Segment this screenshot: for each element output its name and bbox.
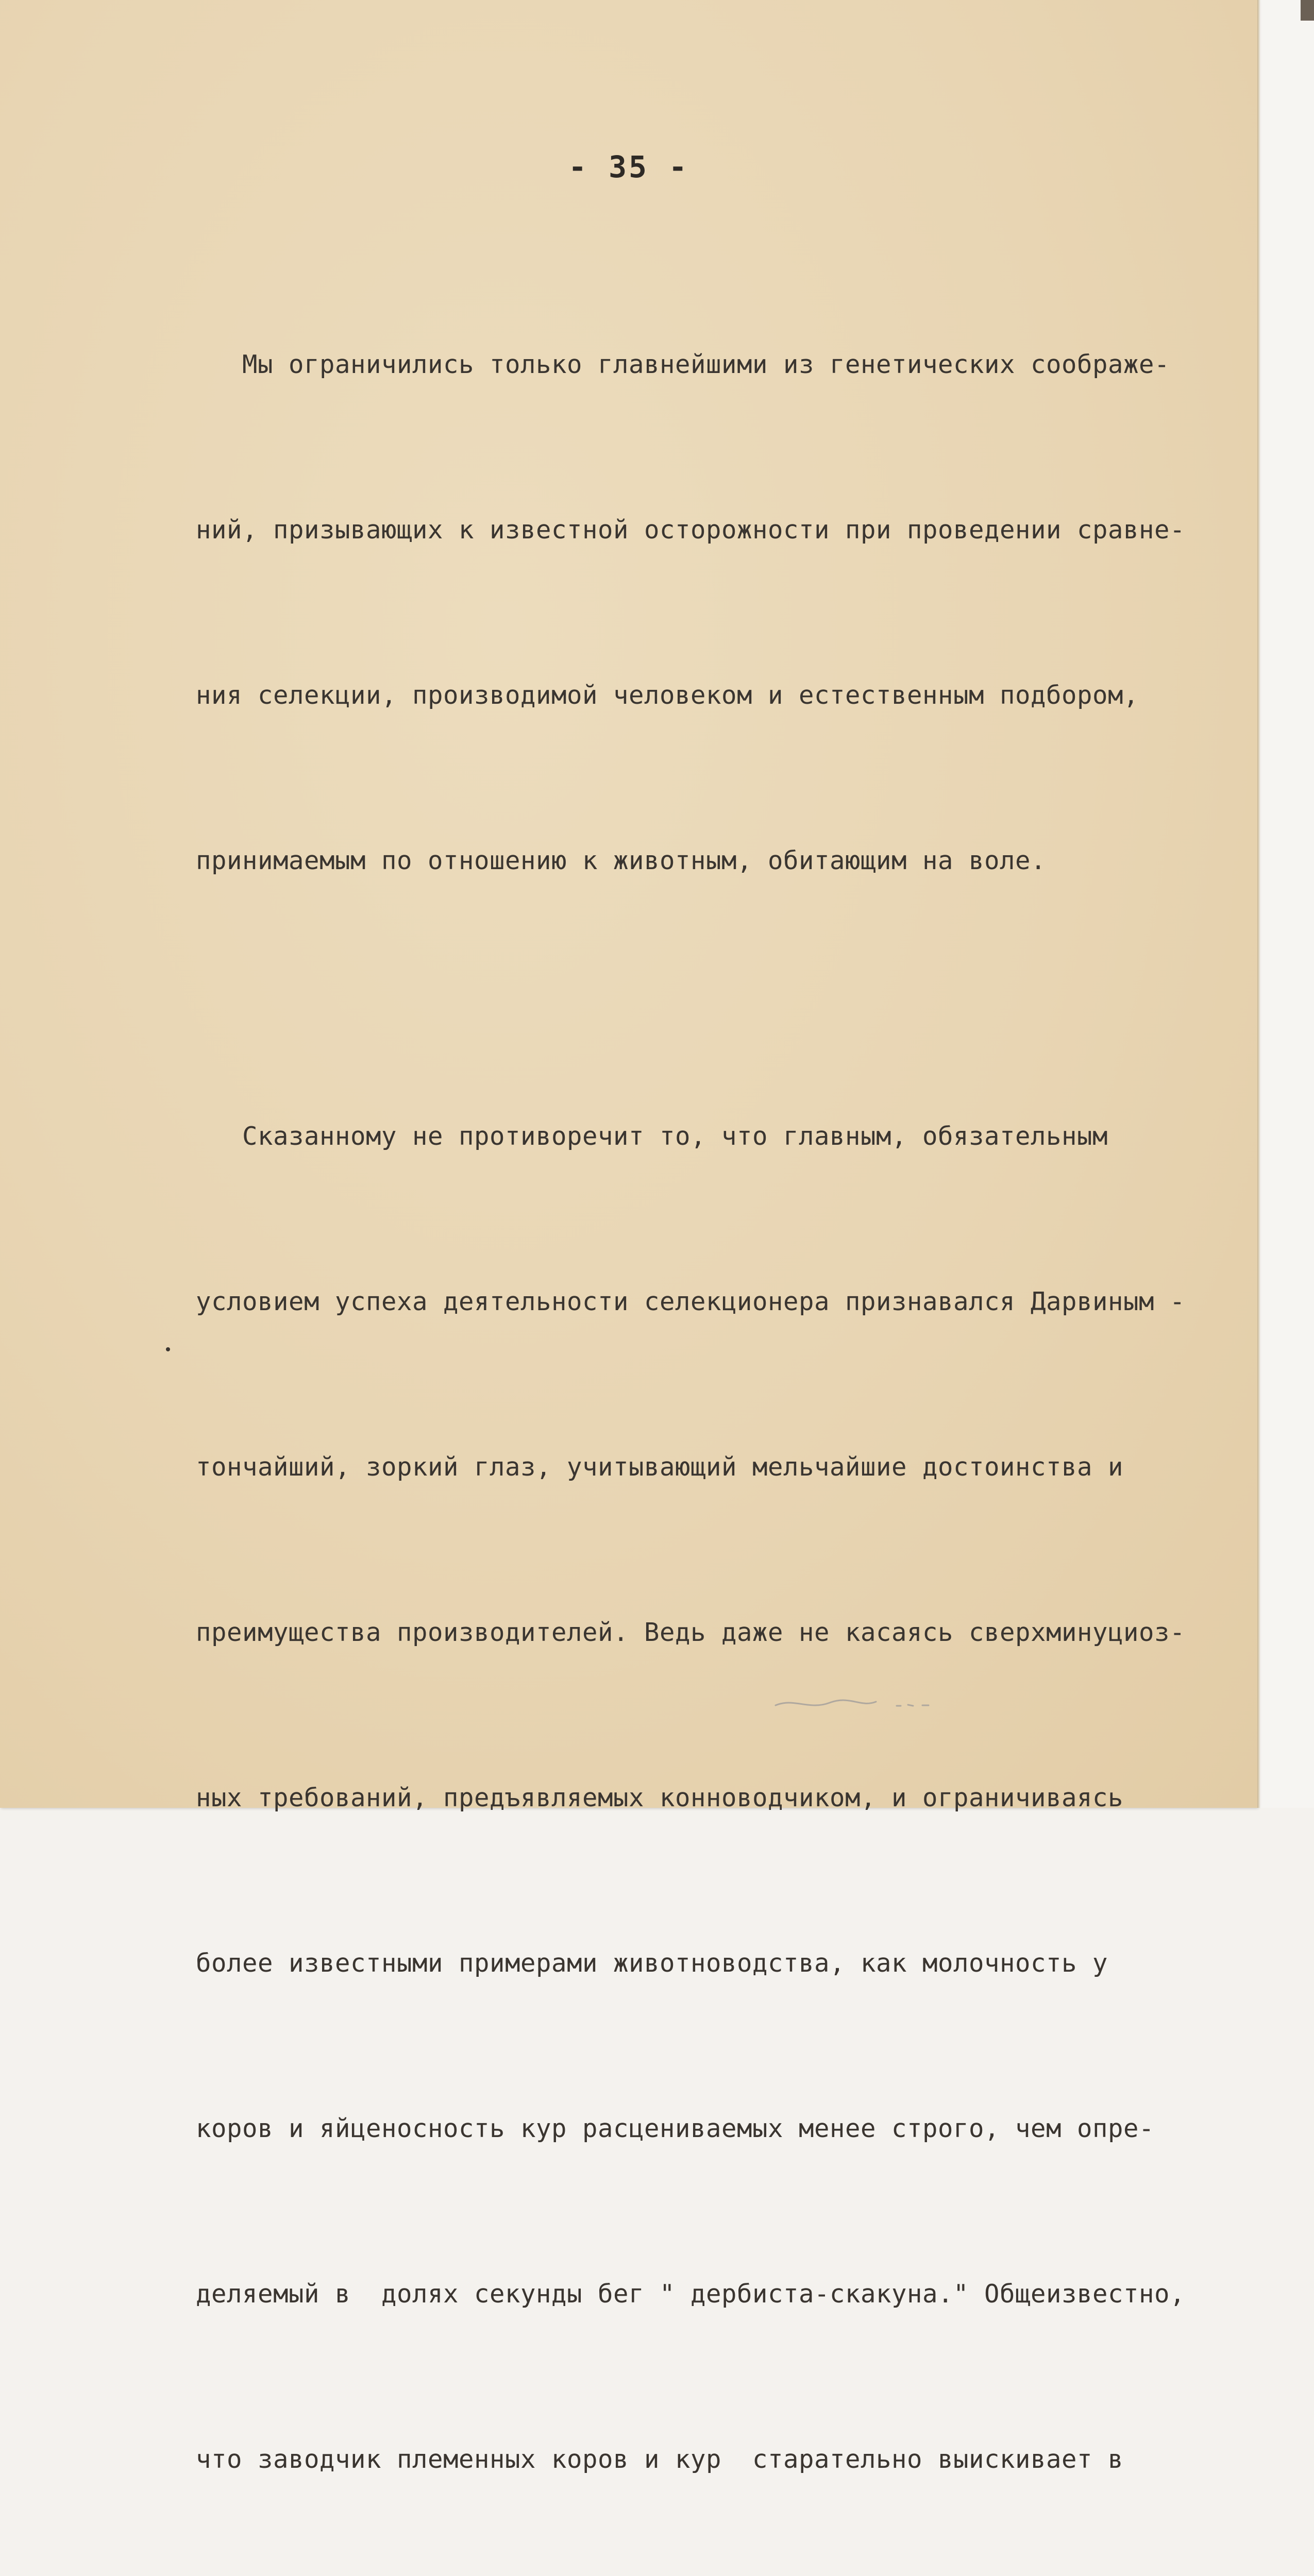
text-line: принимаемым по отношению к животным, обитающим на воле. — [196, 846, 1047, 875]
text-line: коров и яйценосность кур расцениваемых менее строго, чем опре- — [196, 2114, 1155, 2143]
text-line: Сказанному не противоречит то, что главным, обязательным — [196, 1122, 1108, 1151]
text-line: ния селекции, производимой человеком и естественным подбором, — [196, 681, 1139, 710]
paragraph-2 — [196, 998, 1226, 2576]
paragraph-1 — [196, 227, 1226, 998]
text-line: преимущества производителей. Ведь даже не касаясь сверхминуциоз- — [196, 1618, 1186, 1647]
text-line: ных требований, предъявляемых конноводчиком, и ограничиваясь — [196, 1783, 1124, 1812]
faint-pencil-mark — [773, 1692, 958, 1713]
text-line: что заводчик племенных коров и кур старательно выискивает в — [196, 2445, 1124, 2474]
text-line: условием успеха деятельности селекционера признавался Дарвиным - — [196, 1287, 1186, 1316]
body-text — [196, 227, 1226, 2576]
page-number: - 35 - — [568, 149, 689, 184]
paper-edge — [1257, 0, 1260, 1808]
text-line: более известными примерами животноводства, как молочность у — [196, 1948, 1108, 1978]
ink-speck — [166, 1347, 170, 1351]
scan-corner-mark — [1301, 0, 1314, 21]
text-line: Мы ограничились только главнейшими из генетических соображе- — [196, 350, 1170, 379]
text-line: тончайший, зоркий глаз, учитывающий мельчайшие достоинства и — [196, 1452, 1124, 1482]
text-line: деляемый в долях секунды бег " дербиста-скакуна." Общеизвестно, — [196, 2279, 1186, 2309]
text-line: ний, призывающих к известной осторожности при проведении сравне- — [196, 515, 1186, 545]
